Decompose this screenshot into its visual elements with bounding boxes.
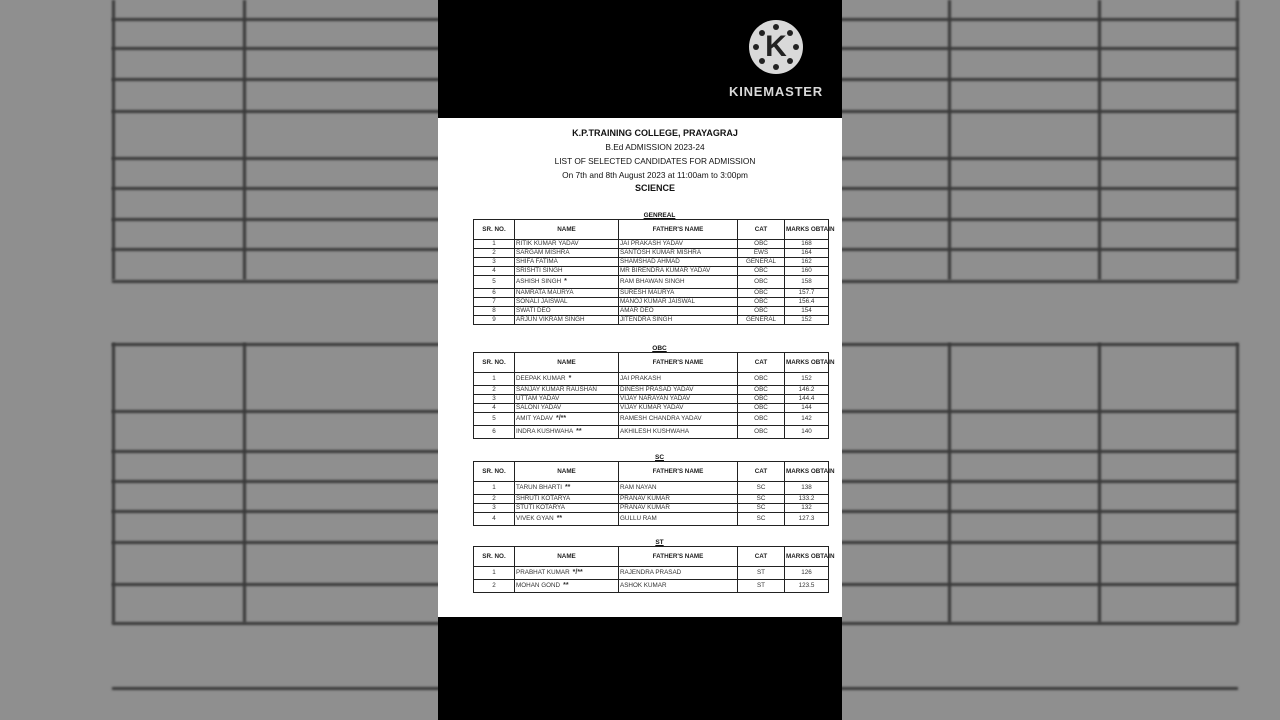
father-name: JAI PRAKASH — [619, 373, 738, 386]
marks: 160 — [785, 267, 829, 276]
marks: 127.3 — [785, 513, 829, 526]
father-name: MR BIRENDRA KUMAR YADAV — [619, 267, 738, 276]
candidate-name — [515, 395, 619, 404]
section-obc — [473, 345, 835, 439]
column-header: MARKS OBTAIN — [785, 547, 829, 567]
table-row — [474, 386, 829, 395]
name-text: ARJUN VIKRAM SINGH — [516, 316, 585, 323]
candidates-table — [473, 461, 835, 526]
table-row — [474, 567, 829, 580]
column-header: FATHER'S NAME — [619, 462, 738, 482]
name-text: NAMRATA MAURYA — [516, 289, 574, 296]
section-sc — [473, 454, 835, 526]
candidate-name — [515, 240, 619, 249]
father-name: AKHILESH KUSHWAHA — [619, 426, 738, 439]
remark-mark: ** — [576, 428, 582, 435]
candidate-name — [515, 249, 619, 258]
sr-no: 3 — [474, 258, 515, 267]
sr-no: 1 — [474, 240, 515, 249]
sr-no: 2 — [474, 580, 515, 593]
category: OBC — [738, 307, 785, 316]
candidate-name — [515, 373, 619, 386]
candidate-name — [515, 413, 619, 426]
column-header: SR. NO. — [474, 547, 515, 567]
marks: 144.4 — [785, 395, 829, 404]
table-row — [474, 426, 829, 439]
column-header: MARKS OBTAIN — [785, 462, 829, 482]
sr-no: 2 — [474, 495, 515, 504]
marks: 123.5 — [785, 580, 829, 593]
sr-no: 4 — [474, 513, 515, 526]
candidate-name — [515, 298, 619, 307]
father-name: DINESH PRASAD YADAV — [619, 386, 738, 395]
candidates-table — [473, 546, 835, 593]
marks: 133.2 — [785, 495, 829, 504]
remark-mark: ** — [556, 515, 563, 522]
remark-mark: */** — [572, 569, 583, 576]
stream-label: SCIENCE — [634, 183, 675, 193]
candidate-name — [515, 426, 619, 439]
bg-rule — [948, 343, 951, 623]
table-row — [474, 316, 829, 325]
column-header: SR. NO. — [474, 220, 515, 240]
table-row — [474, 267, 829, 276]
father-name: SHAMSHAD AHMAD — [619, 258, 738, 267]
marks: 144 — [785, 404, 829, 413]
admission-subtitle: B.Ed ADMISSION 2023-24 — [605, 142, 705, 152]
name-text: DEEPAK KUMAR — [516, 375, 566, 382]
sr-no: 5 — [474, 413, 515, 426]
college-title: K.P.TRAINING COLLEGE, PRAYAGRAJ — [572, 128, 738, 138]
name-text: MOHAN GOND — [516, 582, 561, 589]
marks: 126 — [785, 567, 829, 580]
column-header: NAME — [515, 462, 619, 482]
bg-rule — [1098, 343, 1101, 623]
remark-mark: */** — [555, 415, 567, 422]
list-heading: LIST OF SELECTED CANDIDATES FOR ADMISSION — [554, 156, 756, 166]
sr-no: 4 — [474, 404, 515, 413]
father-name: RAMESH CHANDRA YADAV — [619, 413, 738, 426]
bg-rule — [1236, 0, 1239, 280]
section-label: OBC — [652, 345, 667, 352]
column-header: NAME — [515, 353, 619, 373]
section-label: ST — [655, 539, 664, 546]
table-row — [474, 404, 829, 413]
candidates-table — [473, 352, 835, 439]
sr-no: 1 — [474, 373, 515, 386]
father-name: ASHOK KUMAR — [619, 580, 738, 593]
marks: 162 — [785, 258, 829, 267]
marks: 140 — [785, 426, 829, 439]
marks: 164 — [785, 249, 829, 258]
candidate-name — [515, 276, 619, 289]
column-header: MARKS OBTAIN — [785, 353, 829, 373]
document-header — [438, 126, 842, 194]
father-name: GULLU RAM — [619, 513, 738, 526]
section-general — [473, 212, 835, 325]
table-header-row — [474, 220, 829, 240]
name-text: SANJAY KUMAR RAUSHAN — [516, 386, 597, 393]
category: OBC — [738, 413, 785, 426]
column-header: NAME — [515, 547, 619, 567]
table-row — [474, 373, 829, 386]
marks: 146.2 — [785, 386, 829, 395]
bg-rule — [948, 0, 951, 280]
name-text: SWATI DEO — [516, 307, 551, 314]
admission-list-document — [438, 118, 842, 617]
marks: 152 — [785, 316, 829, 325]
schedule: On 7th and 8th August 2023 at 11:00am to 3:00pm — [562, 170, 748, 180]
father-name: VIJAY NARAYAN YADAV — [619, 395, 738, 404]
name-text: SARGAM MISHRA — [516, 249, 570, 256]
marks: 138 — [785, 482, 829, 495]
remark-mark: * — [568, 375, 572, 382]
father-name: VIJAY KUMAR YADAV — [619, 404, 738, 413]
name-text: AMIT YADAV — [516, 415, 553, 422]
table-row — [474, 258, 829, 267]
father-name: PRANAV KUMAR — [619, 495, 738, 504]
remark-mark: ** — [564, 484, 571, 491]
column-header: CAT — [738, 353, 785, 373]
bg-rule — [243, 343, 246, 623]
father-name: SANTOSH KUMAR MISHRA — [619, 249, 738, 258]
table-row — [474, 276, 829, 289]
bg-rule — [1098, 0, 1101, 280]
table-header-row — [474, 353, 829, 373]
sr-no: 2 — [474, 386, 515, 395]
name-text: SHRUTI KOTARYA — [516, 495, 571, 502]
name-text: STUTI KOTARYA — [516, 504, 565, 511]
remark-mark: ** — [563, 582, 569, 589]
category: OBC — [738, 240, 785, 249]
father-name: RAM NAYAN — [619, 482, 738, 495]
candidate-name — [515, 504, 619, 513]
marks: 168 — [785, 240, 829, 249]
table-row — [474, 307, 829, 316]
column-header: NAME — [515, 220, 619, 240]
candidate-name — [515, 404, 619, 413]
bg-rule — [243, 0, 246, 280]
column-header: FATHER'S NAME — [619, 353, 738, 373]
name-text: PRABHAT KUMAR — [516, 569, 570, 576]
table-row — [474, 580, 829, 593]
name-text: ASHISH SINGH — [516, 278, 562, 285]
category: GENERAL — [738, 316, 785, 325]
column-header: CAT — [738, 220, 785, 240]
category: OBC — [738, 276, 785, 289]
category: OBC — [738, 426, 785, 439]
sr-no: 6 — [474, 289, 515, 298]
marks: 157.7 — [785, 289, 829, 298]
sr-no: 5 — [474, 276, 515, 289]
candidate-name — [515, 267, 619, 276]
father-name: AMAR DEO — [619, 307, 738, 316]
candidate-name — [515, 567, 619, 580]
father-name: MANOJ KUMAR JAISWAL — [619, 298, 738, 307]
marks: 158 — [785, 276, 829, 289]
kinemaster-text: KINEMASTER — [729, 84, 823, 99]
column-header: FATHER'S NAME — [619, 547, 738, 567]
name-text: VIVEK GYAN — [516, 515, 554, 522]
marks: 142 — [785, 413, 829, 426]
candidate-name — [515, 495, 619, 504]
name-text: SALONI YADAV — [516, 404, 562, 411]
father-name: PRANAV KUMAR — [619, 504, 738, 513]
table-row — [474, 413, 829, 426]
marks: 152 — [785, 373, 829, 386]
candidate-name — [515, 289, 619, 298]
table-row — [474, 289, 829, 298]
father-name: RAM BHAWAN SINGH — [619, 276, 738, 289]
table-row — [474, 395, 829, 404]
sr-no: 7 — [474, 298, 515, 307]
candidate-name — [515, 580, 619, 593]
table-row — [474, 240, 829, 249]
bg-rule — [1236, 343, 1239, 623]
candidate-name — [515, 482, 619, 495]
sr-no: 8 — [474, 307, 515, 316]
kinemaster-logo-icon: K — [749, 20, 803, 74]
sr-no: 1 — [474, 567, 515, 580]
column-header: CAT — [738, 547, 785, 567]
table-header-row — [474, 462, 829, 482]
column-header: SR. NO. — [474, 462, 515, 482]
category: SC — [738, 482, 785, 495]
sr-no: 2 — [474, 249, 515, 258]
column-header: MARKS OBTAIN — [785, 220, 829, 240]
column-header: CAT — [738, 462, 785, 482]
category: GENERAL — [738, 258, 785, 267]
father-name: SURESH MAURYA — [619, 289, 738, 298]
category: OBC — [738, 395, 785, 404]
candidate-name — [515, 316, 619, 325]
table-row — [474, 298, 829, 307]
table-row — [474, 513, 829, 526]
table-row — [474, 495, 829, 504]
category: SC — [738, 504, 785, 513]
candidate-name — [515, 307, 619, 316]
kinemaster-watermark — [722, 20, 830, 99]
category: OBC — [738, 404, 785, 413]
table-header-row — [474, 547, 829, 567]
name-text: UTTAM YADAV — [516, 395, 560, 402]
bg-rule — [112, 0, 115, 280]
candidate-name — [515, 386, 619, 395]
marks: 156.4 — [785, 298, 829, 307]
sr-no: 1 — [474, 482, 515, 495]
sr-no: 3 — [474, 504, 515, 513]
category: OBC — [738, 267, 785, 276]
category: OBC — [738, 298, 785, 307]
father-name: RAJENDRA PRASAD — [619, 567, 738, 580]
section-label: GENREAL — [643, 212, 676, 219]
name-text: RITIK KUMAR YADAV — [516, 240, 579, 247]
sr-no: 9 — [474, 316, 515, 325]
table-row — [474, 482, 829, 495]
category: OBC — [738, 373, 785, 386]
category: OBC — [738, 386, 785, 395]
candidate-name — [515, 513, 619, 526]
column-header: SR. NO. — [474, 353, 515, 373]
candidates-table — [473, 219, 835, 325]
remark-mark: * — [564, 278, 567, 285]
father-name: JITENDRA SINGH — [619, 316, 738, 325]
column-header: FATHER'S NAME — [619, 220, 738, 240]
category: EWS — [738, 249, 785, 258]
table-row — [474, 249, 829, 258]
sr-no: 4 — [474, 267, 515, 276]
table-row — [474, 504, 829, 513]
name-text: SRISHTI SINGH — [516, 267, 563, 274]
bg-rule — [112, 343, 115, 623]
sr-no: 3 — [474, 395, 515, 404]
category: ST — [738, 567, 785, 580]
father-name: JAI PRAKASH YADAV — [619, 240, 738, 249]
name-text: INDRA KUSHWAHA — [516, 428, 574, 435]
marks: 154 — [785, 307, 829, 316]
category: ST — [738, 580, 785, 593]
name-text: TARUN BHARTI — [516, 484, 562, 491]
name-text: SHIFA FATIMA — [516, 258, 558, 265]
name-text: SONALI JAISWAL — [516, 298, 568, 305]
marks: 132 — [785, 504, 829, 513]
section-st — [473, 539, 835, 593]
category: OBC — [738, 289, 785, 298]
sr-no: 6 — [474, 426, 515, 439]
category: SC — [738, 513, 785, 526]
section-label: SC — [654, 454, 665, 461]
category: SC — [738, 495, 785, 504]
candidate-name — [515, 258, 619, 267]
